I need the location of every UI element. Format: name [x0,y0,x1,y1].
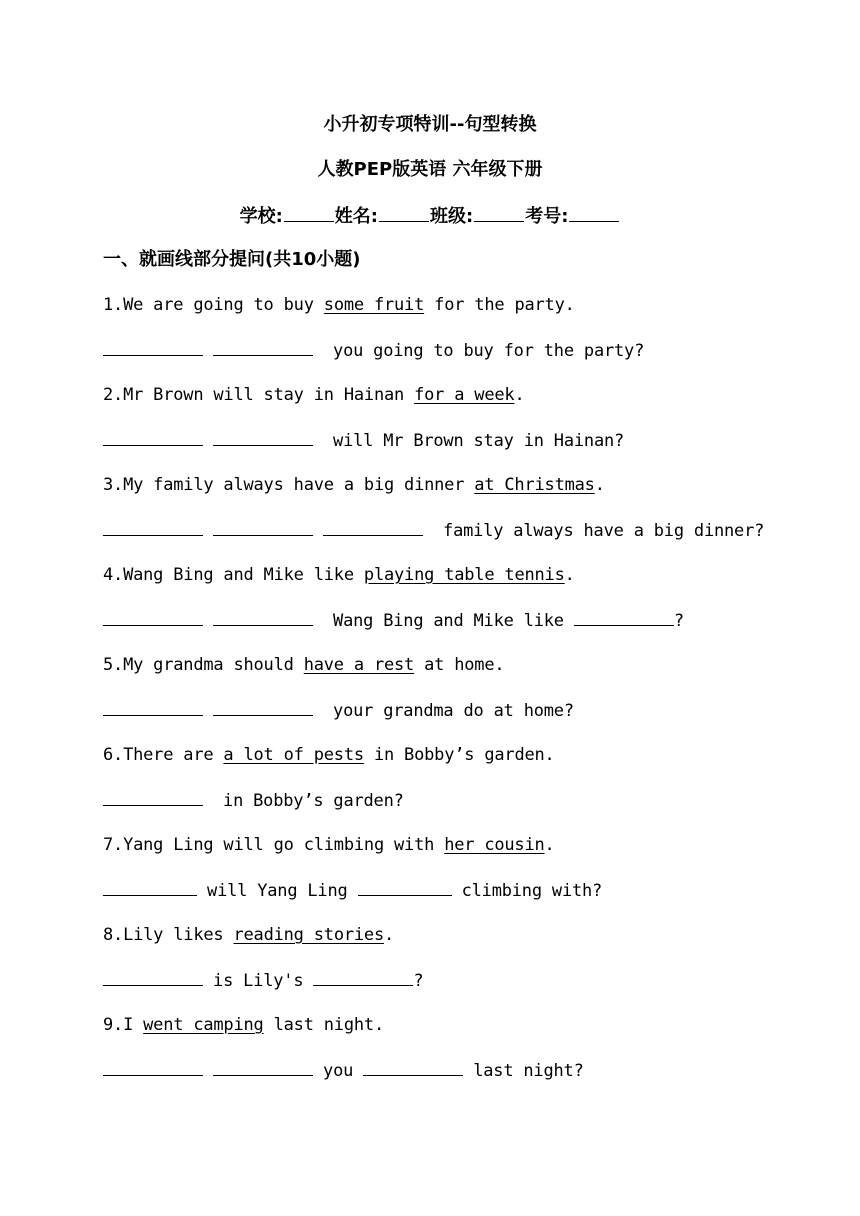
answer-blank[interactable] [103,878,197,896]
answer-6 [103,788,404,813]
underlined-phrase: have a rest [303,655,415,675]
question-text: 3.My family always have a big dinner [103,475,475,495]
school-label: 学校: [239,206,283,227]
answer-blank[interactable] [313,968,413,986]
answer-text: ? [413,971,424,991]
answer-blank[interactable] [103,788,203,806]
answer-2 [103,428,624,453]
underlined-phrase: at Christmas [474,475,595,495]
answer-blank[interactable] [323,518,423,536]
class-label: 班级: [430,206,474,227]
question-5 [103,653,504,677]
answer-blank[interactable] [358,878,452,896]
answer-blank[interactable] [574,608,674,626]
name-label: 姓名: [334,206,378,227]
answer-text: last night? [463,1061,584,1081]
question-text: 6.There are [103,745,224,765]
class-blank[interactable] [474,203,524,222]
answer-text: is Lily's [203,971,314,991]
answer-blank[interactable] [103,968,203,986]
question-text: . [544,835,555,855]
underlined-phrase: went camping [143,1015,264,1035]
question-text: at home. [414,655,505,675]
answer-text: Wang Bing and Mike like [323,611,574,631]
question-6 [103,743,555,767]
underlined-phrase: playing table tennis [363,565,565,585]
name-blank[interactable] [379,203,429,222]
student-info-row [0,203,860,229]
question-text: . [384,925,395,945]
answer-blank[interactable] [213,608,313,626]
underlined-phrase: some fruit [323,295,425,315]
question-text: 1.We are going to buy [103,295,324,315]
question-7 [103,833,555,857]
school-blank[interactable] [284,203,334,222]
answer-text: ? [673,611,684,631]
question-text: 5.My grandma should [103,655,304,675]
answer-blank[interactable] [213,428,313,446]
question-text: . [594,475,605,495]
question-8 [103,923,394,947]
question-text: . [514,385,525,405]
number-label: 考号: [525,206,569,227]
answer-blank[interactable] [213,1058,313,1076]
question-text: last night. [263,1015,384,1035]
answer-7 [103,878,602,903]
answer-blank[interactable] [103,338,203,356]
question-text: 7.Yang Ling will go climbing with [103,835,445,855]
answer-1 [103,338,644,363]
question-2 [103,383,525,407]
question-4 [103,563,575,587]
question-text: for the party. [424,295,575,315]
answer-4 [103,608,684,633]
question-text: 8.Lily likes [103,925,234,945]
worksheet-subtitle: 人教PEP版英语 六年级下册 [317,159,543,180]
answer-blank[interactable] [103,608,203,626]
question-text: 2.Mr Brown will stay in Hainan [103,385,415,405]
answer-blank[interactable] [213,698,313,716]
answer-blank[interactable] [103,698,203,716]
question-text: in Bobby’s garden. [363,745,555,765]
answer-text: in Bobby’s garden? [213,791,404,811]
underlined-phrase: a lot of pests [223,745,364,765]
question-text: 9.I [103,1015,144,1035]
number-blank[interactable] [569,203,619,222]
question-3 [103,473,605,497]
answer-text: you going to buy for the party? [323,341,645,361]
question-9 [103,1013,384,1037]
question-text: . [564,565,575,585]
answer-text: will Yang Ling [197,881,358,901]
answer-text: will Mr Brown stay in Hainan? [323,431,625,451]
question-1 [103,293,575,317]
answer-text: you [313,1061,364,1081]
answer-text: climbing with? [451,881,603,901]
answer-blank[interactable] [363,1058,463,1076]
answer-3 [103,518,764,543]
answer-blank[interactable] [213,518,313,536]
answer-9 [103,1058,584,1083]
answer-5 [103,698,574,723]
underlined-phrase: for a week [414,385,515,405]
answer-blank[interactable] [213,338,313,356]
answer-text: family always have a big dinner? [433,521,765,541]
underlined-phrase: her cousin [444,835,545,855]
answer-8 [103,968,423,993]
answer-blank[interactable] [103,518,203,536]
worksheet-title: 小升初专项特训--句型转换 [323,114,537,135]
answer-blank[interactable] [103,1058,203,1076]
answer-text: your grandma do at home? [323,701,574,721]
underlined-phrase: reading stories [233,925,384,945]
answer-blank[interactable] [103,428,203,446]
question-text: 4.Wang Bing and Mike like [103,565,364,585]
section-title: 一、就画线部分提问(共10小题) [103,249,361,270]
